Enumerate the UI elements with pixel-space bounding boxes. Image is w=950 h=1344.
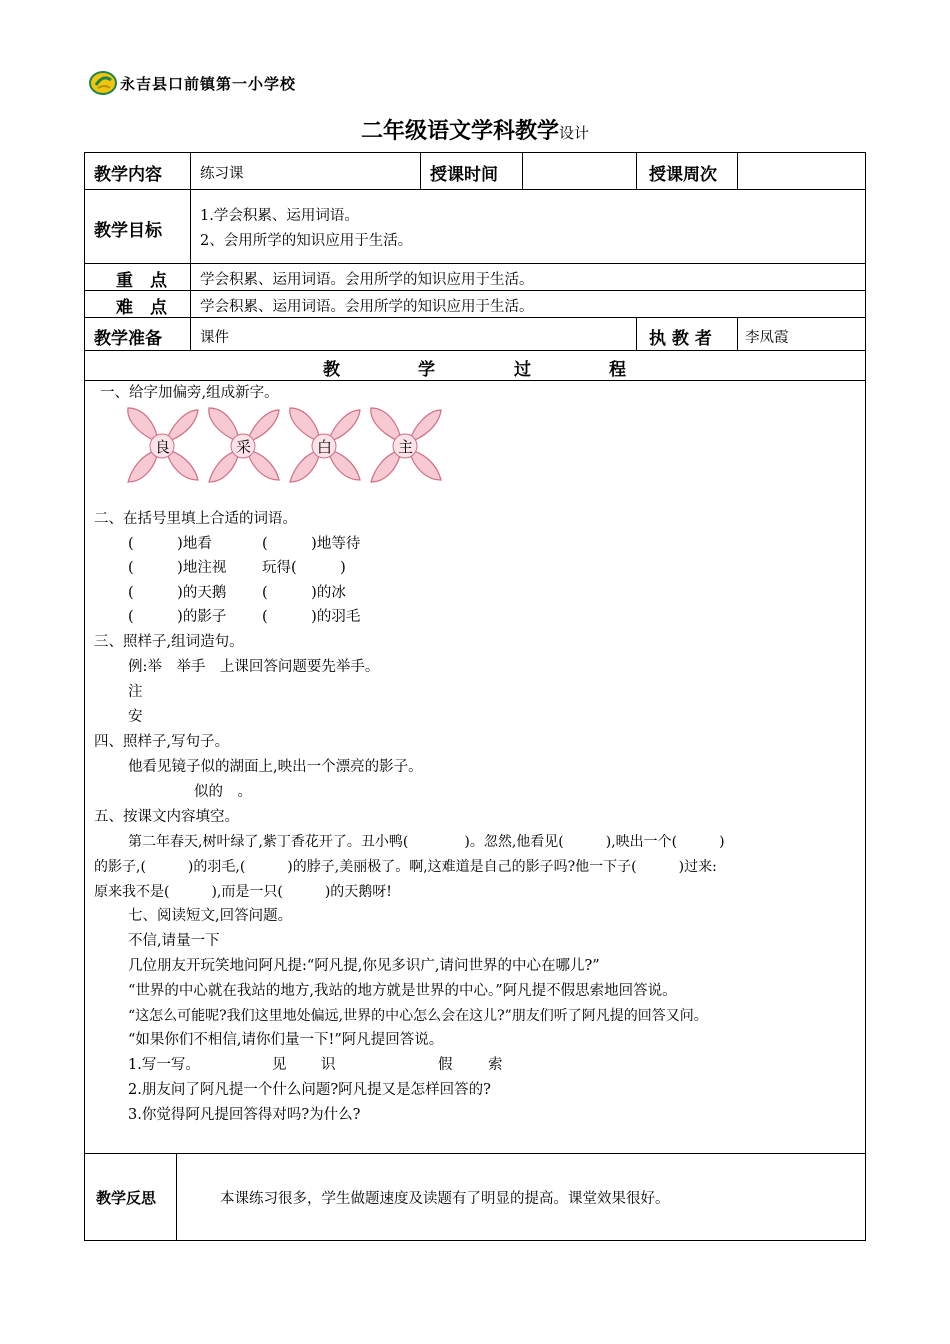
flower-char-4: 主	[398, 438, 414, 456]
title-main: 二年级语文学科教学	[360, 119, 559, 144]
q3-example: 例:举 举手 上课回答问题要先举手。	[128, 659, 380, 675]
q2-item: 玩得( )	[262, 560, 346, 576]
q4-fill: 似的 。	[194, 784, 252, 800]
question-5: 五、按课文内容填空。	[94, 809, 239, 825]
difficulty-label: 难 点	[116, 298, 167, 318]
q2-item: ( )地看	[128, 536, 212, 552]
q2-item: ( )地等待	[262, 536, 361, 552]
qa1-char: 见	[272, 1057, 287, 1073]
story-title: 不信,请量一下	[128, 933, 220, 949]
question-2: 二、在括号里填上合适的词语。	[94, 511, 297, 527]
q2-item: ( )地注视	[128, 560, 227, 576]
q5-line: 的影子,( )的羽毛,( )的脖子,美丽极了。啊,这难道是自己的影子吗?他一下子( )过来:	[94, 859, 717, 875]
school-header	[88, 68, 296, 98]
reflection-value: 本课练习很多，学生做题速度及读题有了明显的提高。课堂效果很好。	[220, 1191, 670, 1207]
q2-item: ( )的影子	[128, 609, 227, 625]
process-char-2: 学	[418, 360, 435, 380]
story-line: “如果你们不相信,请你们量一下!”阿凡提回答说。	[128, 1032, 444, 1048]
q5-line: 第二年春天,树叶绿了,紫丁香花开了。丑小鸭( )。忽然,他看见( ),映出一个( )	[128, 834, 725, 850]
qa-1: 1.写一写。	[128, 1057, 200, 1073]
question-4: 四、照样子,写句子。	[94, 734, 230, 750]
school-name: 永吉县口前镇第一小学校	[120, 74, 297, 93]
teacher-label: 执 教 者	[649, 329, 712, 349]
q5-line: 原来我不是( ),而是一只( )的天鹅呀!	[94, 884, 392, 900]
story-line: “世界的中心就在我站的地方,我站的地方就是世界的中心。”阿凡提不假思索地回答说。	[128, 983, 677, 999]
school-logo-icon	[88, 70, 118, 96]
q2-item: ( )的天鹅	[128, 585, 227, 601]
question-1: 一、给字加偏旁,组成新字。	[100, 385, 279, 401]
page-title	[0, 114, 950, 145]
title-suffix: 设计	[559, 124, 590, 142]
qa1-char: 识	[321, 1057, 336, 1073]
difficulty-value: 学会积累、运用词语。会用所学的知识应用于生活。	[200, 299, 534, 315]
story-line: “这怎么可能呢?我们这里地处偏远,世界的中心怎么会在这儿?”朋友们听了阿凡提的回答又问。	[128, 1008, 708, 1024]
prep-value: 课件	[200, 330, 229, 346]
qa-3: 3.你觉得阿凡提回答得对吗?为什么?	[128, 1107, 361, 1123]
flower-char-1: 良	[155, 438, 171, 456]
story-line: 几位朋友开玩笑地问阿凡提:“阿凡提,你见多识广,请问世界的中心在哪儿?”	[128, 958, 600, 974]
qa1-char: 假	[438, 1057, 453, 1073]
question-7: 七、阅读短文,回答问题。	[128, 908, 293, 924]
content-value: 练习课	[200, 166, 244, 182]
q2-item: ( )的羽毛	[262, 609, 361, 625]
key-point-label: 重 点	[116, 271, 167, 291]
key-point-value: 学会积累、运用词语。会用所学的知识应用于生活。	[200, 272, 534, 288]
qa-2: 2.朋友问了阿凡提一个什么问题?阿凡提又是怎样回答的?	[128, 1082, 491, 1098]
reflection-label: 教学反思	[96, 1189, 157, 1207]
flower-char-3: 白	[317, 438, 333, 456]
goal-label: 教学目标	[94, 221, 162, 241]
flower-char-2: 采	[236, 438, 252, 456]
qa1-char: 索	[488, 1057, 503, 1073]
time-label: 授课时间	[430, 165, 498, 185]
q2-item: ( )的冰	[262, 585, 346, 601]
q4-example: 他看见镜子似的湖面上,映出一个漂亮的影子。	[128, 759, 423, 775]
process-char-3: 过	[514, 360, 531, 380]
goal-item-2: 2、会用所学的知识应用于生活。	[200, 233, 413, 249]
goal-item-1: 1.学会积累、运用词语。	[200, 208, 359, 224]
process-char-1: 教	[323, 360, 340, 380]
question-3: 三、照样子,组词造句。	[94, 634, 244, 650]
week-label: 授课周次	[649, 165, 717, 185]
prep-label: 教学准备	[94, 329, 162, 349]
q3-item: 注	[128, 684, 143, 700]
process-char-4: 程	[609, 360, 626, 380]
content-label: 教学内容	[94, 165, 162, 185]
q3-item: 安	[128, 709, 143, 725]
teacher-value: 李凤霞	[745, 330, 789, 346]
